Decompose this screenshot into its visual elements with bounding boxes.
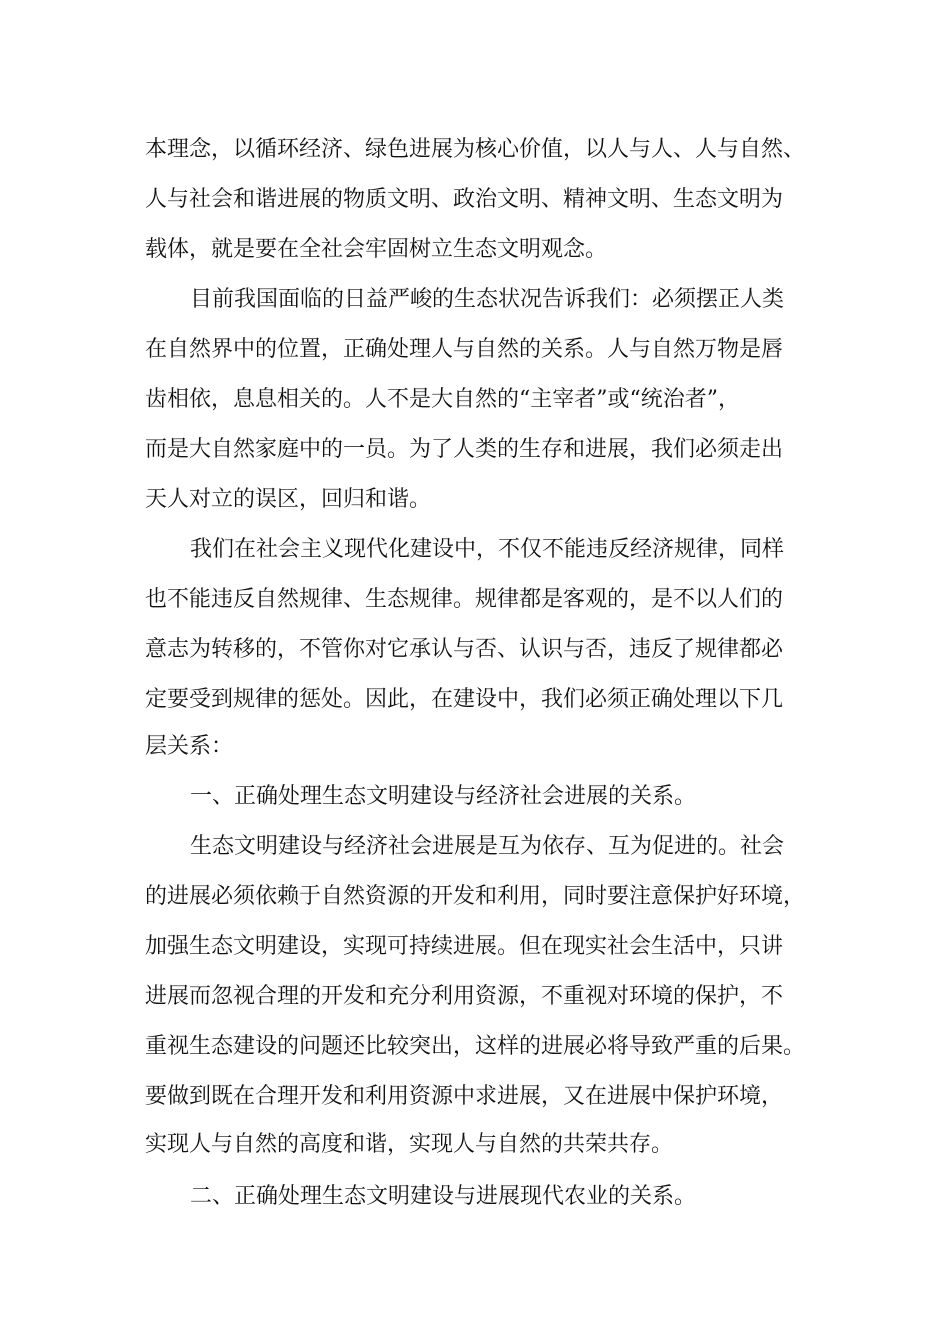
text-line: 齿相依，息息相关的。人不是大自然的“主宰者”或“统治者”， <box>145 387 740 412</box>
text-line: 而是大自然家庭中的一员。为了人类的生存和进展，我们必须走出 <box>145 437 784 462</box>
section-heading: 一、正确处理生态文明建设与经济社会进展的关系。 <box>190 784 697 809</box>
section-heading: 二、正确处理生态文明建设与进展现代农业的关系。 <box>190 1184 697 1209</box>
text-line: 也不能违反自然规律、生态规律。规律都是客观的，是不以人们的 <box>145 587 784 612</box>
paragraph-first-line: 目前我国面临的日益严峻的生态状况告诉我们：必须摆正人类 <box>190 287 785 312</box>
text-line: 层关系： <box>145 734 234 759</box>
text-line: 定要受到规律的惩处。因此，在建设中，我们必须正确处理以下几 <box>145 687 784 712</box>
text-line: 意志为转移的，不管你对它承认与否、认识与否，违反了规律都必 <box>145 637 784 662</box>
text-line: 的进展必须依赖于自然资源的开发和利用，同时要注意保护好环境， <box>145 884 806 909</box>
text-line: 进展而忽视合理的开发和充分利用资源，不重视对环境的保护，不 <box>145 984 784 1009</box>
text-line: 载体，就是要在全社会牢固树立生态文明观念。 <box>145 237 608 262</box>
text-line: 实现人与自然的高度和谐，实现人与自然的共荣共存。 <box>145 1132 674 1157</box>
text-line: 要做到既在合理开发和利用资源中求进展，又在进展中保护环境， <box>145 1084 784 1109</box>
text-line: 加强生态文明建设，实现可持续进展。但在现实社会生活中，只讲 <box>145 934 784 959</box>
text-line: 在自然界中的位置，正确处理人与自然的关系。人与自然万物是唇 <box>145 337 784 362</box>
text-line: 本理念，以循环经济、绿色进展为核心价值，以人与人、人与自然、 <box>145 137 806 162</box>
paragraph-first-line: 生态文明建设与经济社会进展是互为依存、互为促进的。社会 <box>190 834 785 859</box>
text-line: 天人对立的误区，回归和谐。 <box>145 487 432 512</box>
text-line: 重视生态建设的问题还比较突出，这样的进展必将导致严重的后果。 <box>145 1034 806 1059</box>
text-line: 人与社会和谐进展的物质文明、政治文明、精神文明、生态文明为 <box>145 187 784 212</box>
paragraph-first-line: 我们在社会主义现代化建设中，不仅不能违反经济规律，同样 <box>190 537 785 562</box>
